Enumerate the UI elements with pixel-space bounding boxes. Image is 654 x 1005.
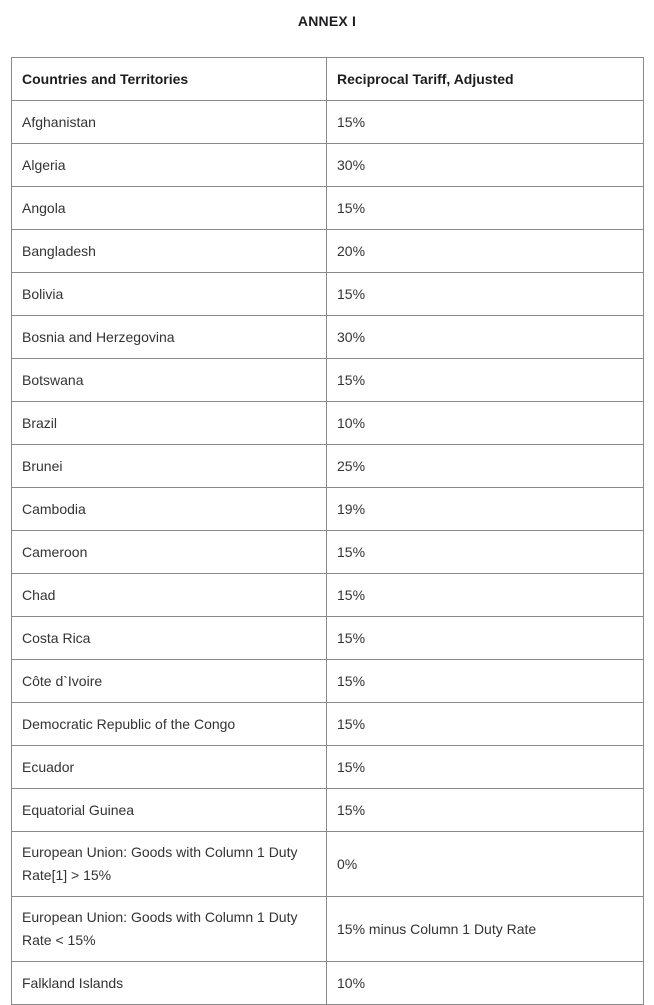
country-cell: Cameroon — [12, 531, 327, 574]
tariff-table — [11, 57, 644, 1005]
table-row — [12, 187, 644, 230]
tariff-cell: 15% — [327, 703, 644, 746]
country-cell: Bosnia and Herzegovina — [12, 316, 327, 359]
country-cell: Costa Rica — [12, 617, 327, 660]
country-cell: Angola — [12, 187, 327, 230]
table-row — [12, 897, 644, 962]
country-cell: Algeria — [12, 144, 327, 187]
tariff-cell: 0% — [327, 832, 644, 897]
tariff-cell: 15% — [327, 531, 644, 574]
tariff-cell: 15% — [327, 101, 644, 144]
table-header-row — [12, 58, 644, 101]
table-row — [12, 101, 644, 144]
table-row — [12, 832, 644, 897]
table-row — [12, 445, 644, 488]
table-row — [12, 144, 644, 187]
country-cell: Afghanistan — [12, 101, 327, 144]
country-cell: Brazil — [12, 402, 327, 445]
country-cell: Democratic Republic of the Congo — [12, 703, 327, 746]
table-row — [12, 531, 644, 574]
table-row — [12, 402, 644, 445]
header-countries: Countries and Territories — [12, 58, 327, 101]
tariff-cell: 25% — [327, 445, 644, 488]
tariff-cell: 15% — [327, 617, 644, 660]
table-row — [12, 488, 644, 531]
tariff-cell: 15% — [327, 660, 644, 703]
country-cell: Bangladesh — [12, 230, 327, 273]
tariff-cell: 15% — [327, 187, 644, 230]
tariff-cell: 15% — [327, 273, 644, 316]
country-cell: Equatorial Guinea — [12, 789, 327, 832]
country-cell: European Union: Goods with Column 1 Duty Rate[1] > 15% — [12, 832, 327, 897]
country-cell: Botswana — [12, 359, 327, 402]
country-cell: Bolivia — [12, 273, 327, 316]
table-row — [12, 316, 644, 359]
tariff-cell: 19% — [327, 488, 644, 531]
country-cell: Côte d`Ivoire — [12, 660, 327, 703]
table-row — [12, 617, 644, 660]
table-row — [12, 273, 644, 316]
country-cell: European Union: Goods with Column 1 Duty Rate < 15% — [12, 897, 327, 962]
country-cell: Chad — [12, 574, 327, 617]
table-row — [12, 962, 644, 1005]
table-row — [12, 703, 644, 746]
tariff-cell: 15% minus Column 1 Duty Rate — [327, 897, 644, 962]
country-cell: Brunei — [12, 445, 327, 488]
table-row — [12, 230, 644, 273]
header-tariff: Reciprocal Tariff, Adjusted — [327, 58, 644, 101]
table-row — [12, 746, 644, 789]
table-row — [12, 660, 644, 703]
table-row — [12, 789, 644, 832]
table-row — [12, 574, 644, 617]
tariff-cell: 30% — [327, 316, 644, 359]
tariff-cell: 20% — [327, 230, 644, 273]
tariff-cell: 15% — [327, 746, 644, 789]
table-row — [12, 359, 644, 402]
tariff-cell: 15% — [327, 359, 644, 402]
tariff-cell: 15% — [327, 789, 644, 832]
country-cell: Cambodia — [12, 488, 327, 531]
tariff-cell: 30% — [327, 144, 644, 187]
tariff-cell: 15% — [327, 574, 644, 617]
tariff-cell: 10% — [327, 962, 644, 1005]
tariff-cell: 10% — [327, 402, 644, 445]
country-cell: Falkland Islands — [12, 962, 327, 1005]
annex-title: ANNEX I — [297, 13, 357, 29]
country-cell: Ecuador — [12, 746, 327, 789]
